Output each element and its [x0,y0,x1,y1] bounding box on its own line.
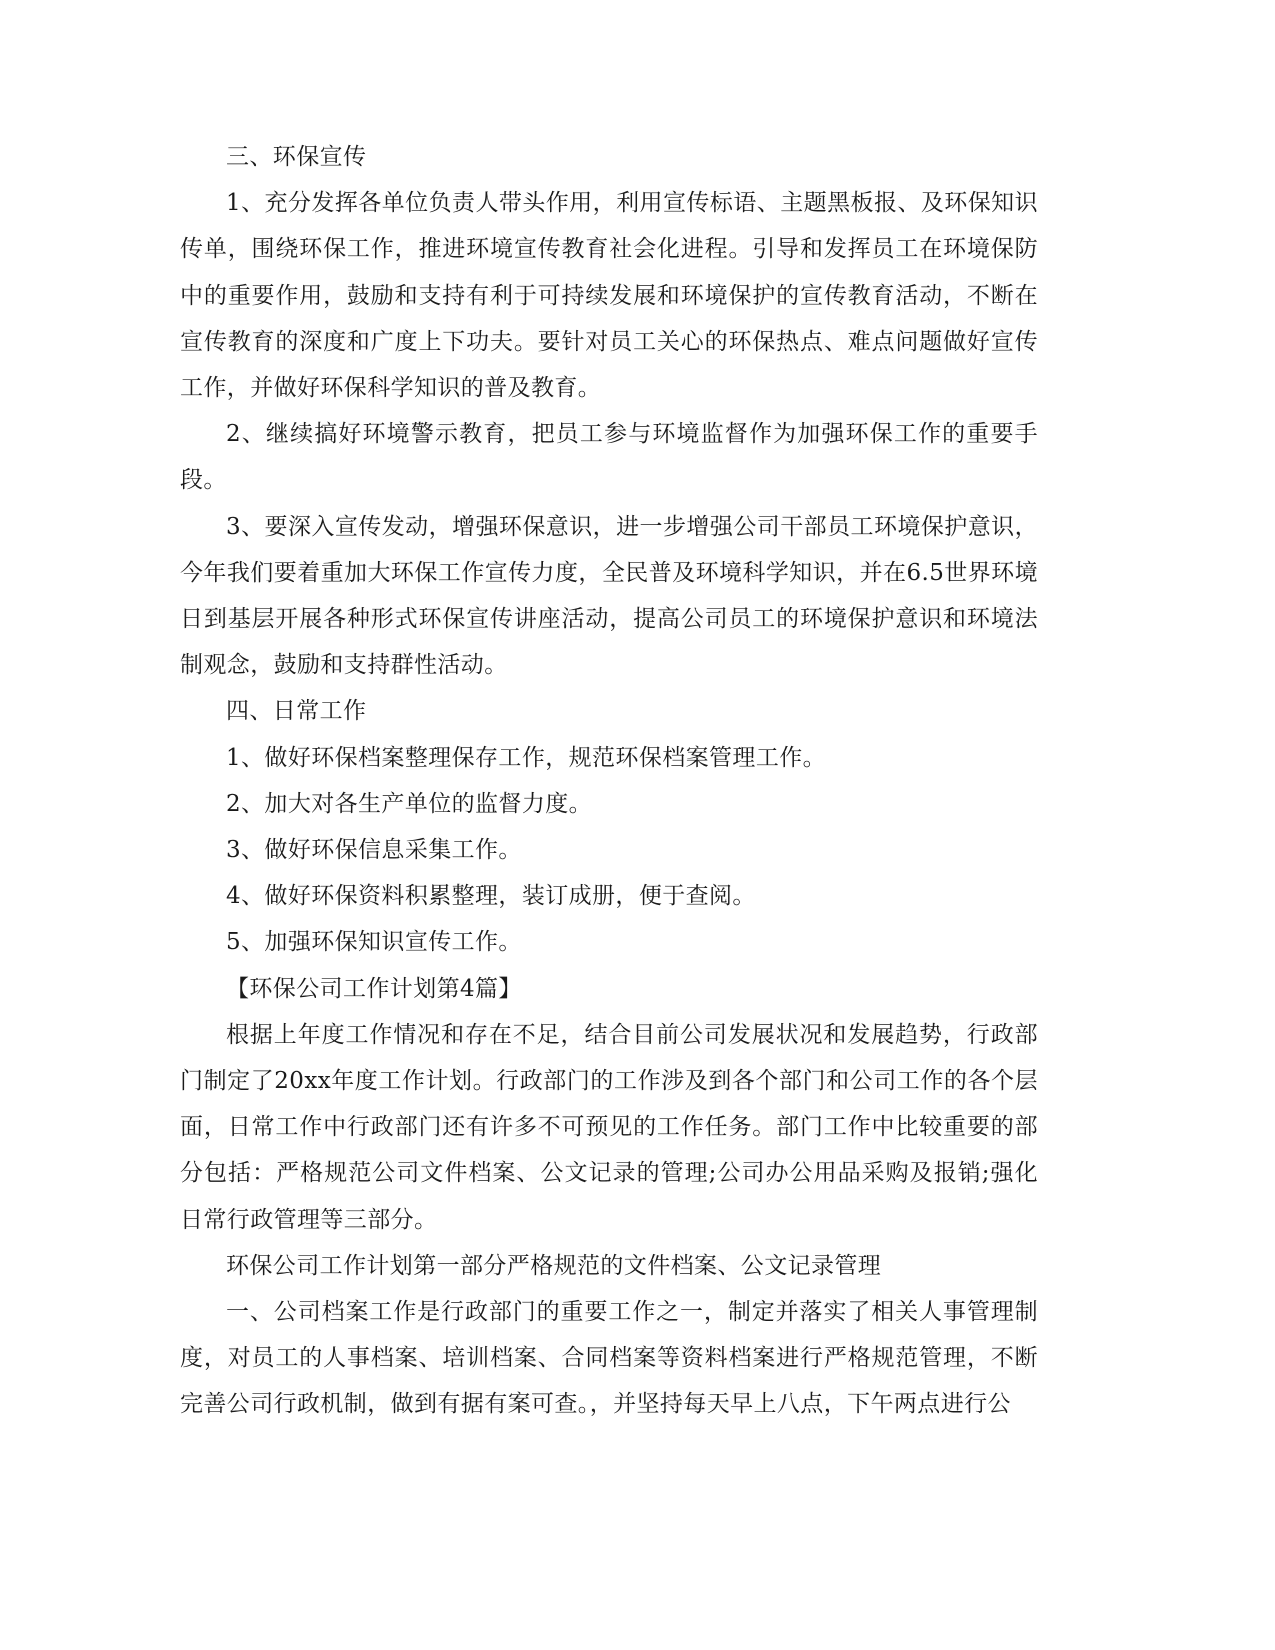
article-title-part-4: 【环保公司工作计划第4篇】 [226,975,522,1002]
section-heading-daily-work: 四、日常工作 [226,698,367,725]
section-heading-part-one: 环保公司工作计划第一部分严格规范的文件档案、公文记录管理 [226,1252,882,1279]
document-body [180,134,1038,1428]
paragraph-publicity-item-2: 2、继续搞好环境警示教育，把员工参与环境监督作为加强环保工作的重要手段。 [180,421,1038,494]
list-item-daily-work-2: 2、加大对各生产单位的监督力度。 [226,790,593,817]
list-item-daily-work-5: 5、加强环保知识宣传工作。 [226,929,522,956]
paragraph-annual-plan-intro: 根据上年度工作情况和存在不足，结合目前公司发展状况和发展趋势，行政部门制定了20xx年度工作计划。行政部门的工作涉及到各个部门和公司工作的各个层面，日常工作中行政部门还有许多不可预见的工作任务。部门工作中比较重要的部分包括：严格规范公司文件档案、公文记录的管理;公司办公用品采购及报销;强化日常行政管理等三部分。 [180,1021,1038,1233]
paragraph-publicity-item-3: 3、要深入宣传发动，增强环保意识，进一步增强公司干部员工环境保护意识，今年我们要着重加大环保工作宣传力度，全民普及环境科学知识，并在6.5世界环境日到基层开展各种形式环保宣传讲座活动，提高公司员工的环境保护意识和环境法制观念，鼓励和支持群性活动。 [180,513,1038,679]
list-item-daily-work-3: 3、做好环保信息采集工作。 [226,837,522,864]
paragraph-publicity-item-1: 1、充分发挥各单位负责人带头作用，利用宣传标语、主题黑板报、及环保知识传单，围绕环保工作，推进环境宣传教育社会化进程。引导和发挥员工在环境保防中的重要作用，鼓励和支持有利于可持续发展和环境保护的宣传教育活动，不断在宣传教育的深度和广度上下功夫。要针对员工关心的环保热点、难点问题做好宣传工作，并做好环保科学知识的普及教育。 [180,190,1038,402]
list-item-daily-work-4: 4、做好环保资料积累整理，装订成册，便于查阅。 [226,883,756,910]
list-item-daily-work-1: 1、做好环保档案整理保存工作，规范环保档案管理工作。 [226,744,827,771]
paragraph-archive-management: 一、公司档案工作是行政部门的重要工作之一，制定并落实了相关人事管理制度，对员工的人事档案、培训档案、合同档案等资料档案进行严格规范管理，不断完善公司行政机制，做到有据有案可查。，并坚持每天早上八点，下午两点进行公 [180,1299,1038,1418]
section-heading-environmental-publicity: 三、环保宣传 [226,144,367,170]
